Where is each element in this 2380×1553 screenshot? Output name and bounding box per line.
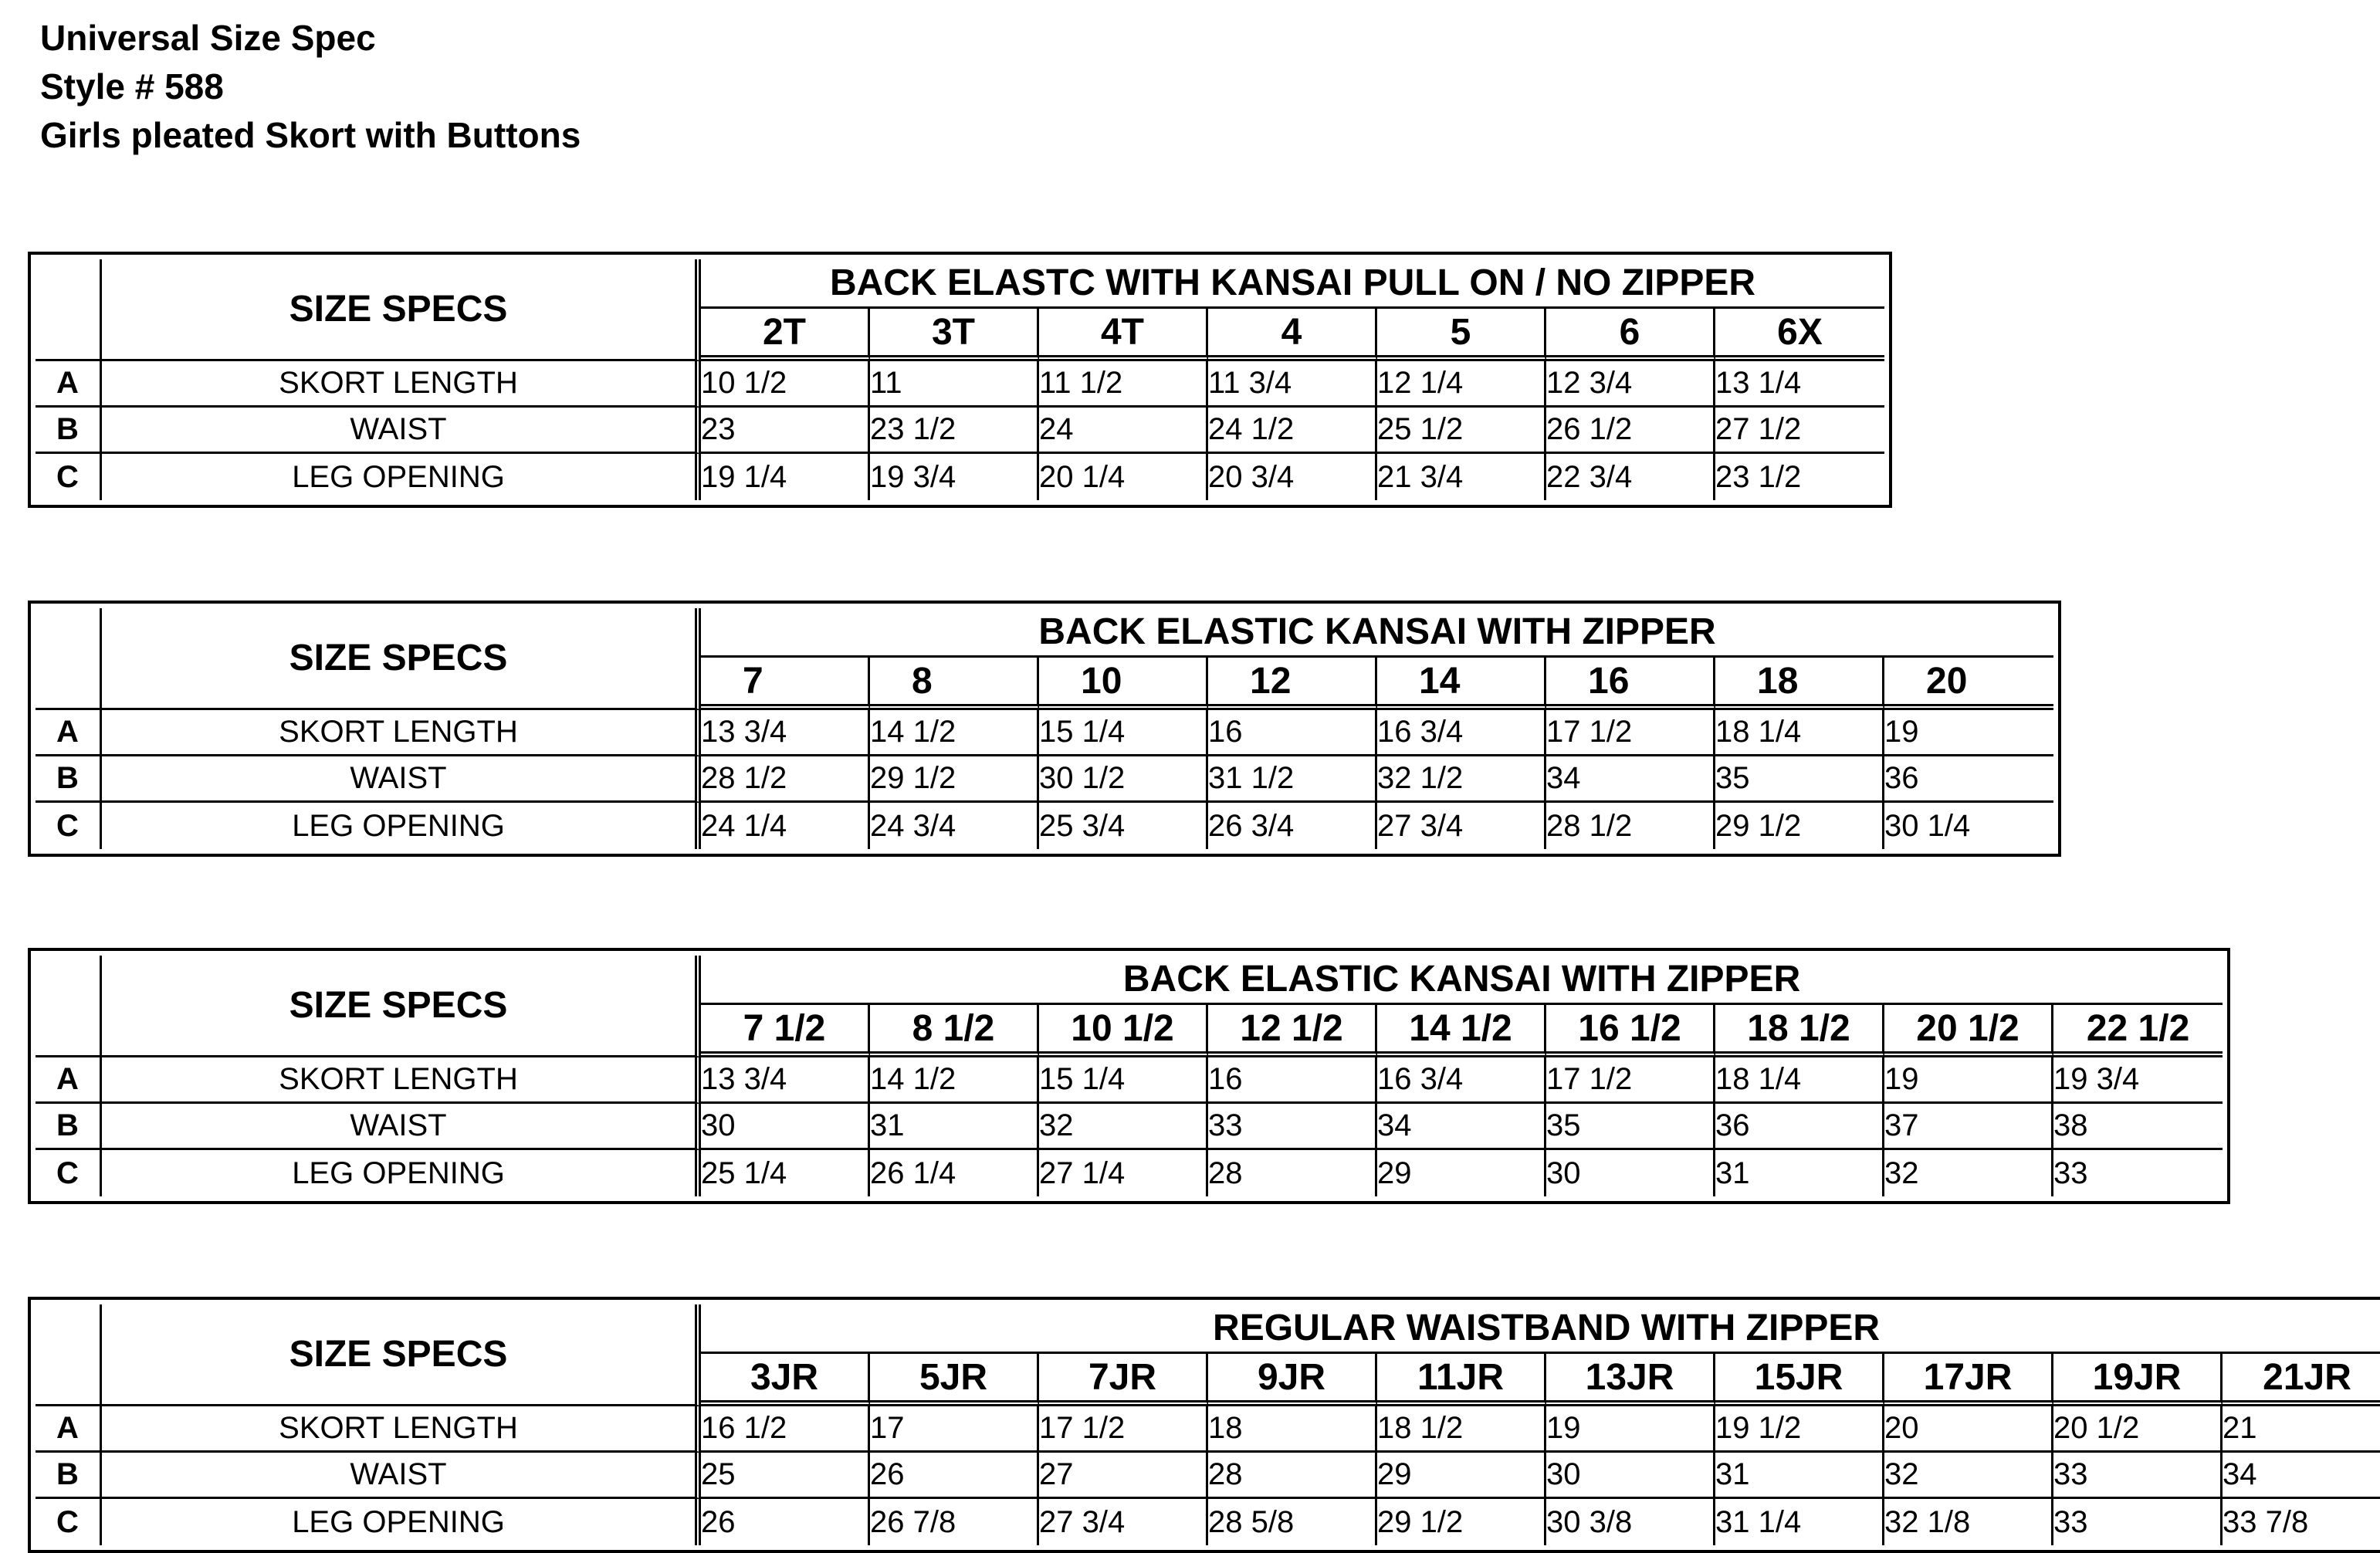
measure-name: SKORT LENGTH — [102, 710, 701, 756]
size-header: 16 — [1546, 658, 1715, 710]
measure-name: SKORT LENGTH — [102, 361, 701, 408]
measure-value: 38 — [2053, 1104, 2223, 1150]
size-header: 6 — [1546, 309, 1715, 361]
measure-value: 32 1/2 — [1377, 756, 1546, 803]
measure-value: 26 — [870, 1453, 1039, 1499]
measure-value: 31 — [1715, 1150, 1884, 1196]
size-header: 13JR — [1546, 1354, 1715, 1406]
measure-value: 17 1/2 — [1546, 1057, 1715, 1104]
measure-name: LEG OPENING — [102, 454, 701, 500]
measure-value: 26 1/2 — [1546, 408, 1715, 454]
size-header: 8 — [870, 658, 1039, 710]
measure-value: 16 — [1208, 1057, 1377, 1104]
measure-value: 35 — [1715, 756, 1884, 803]
size-header: 4 — [1208, 309, 1377, 361]
measure-name: WAIST — [102, 408, 701, 454]
size-header: 18 1/2 — [1715, 1005, 1884, 1057]
measure-letter: B — [36, 408, 102, 454]
measure-value: 23 1/2 — [870, 408, 1039, 454]
size-header: 5 — [1377, 309, 1546, 361]
measure-value: 28 5/8 — [1208, 1499, 1377, 1545]
size-header: 19JR — [2053, 1354, 2223, 1406]
measure-value: 27 — [1039, 1453, 1208, 1499]
size-header: 16 1/2 — [1546, 1005, 1715, 1057]
measure-value: 11 3/4 — [1208, 361, 1377, 408]
measure-value: 36 — [1715, 1104, 1884, 1150]
measure-value: 30 3/8 — [1546, 1499, 1715, 1545]
measure-letter: A — [36, 1406, 102, 1453]
measure-value: 35 — [1546, 1104, 1715, 1150]
measure-value: 16 3/4 — [1377, 1057, 1546, 1104]
table-row — [36, 710, 2053, 756]
measure-value: 26 3/4 — [1208, 803, 1377, 849]
measure-letter: A — [36, 1057, 102, 1104]
table-row — [36, 803, 2053, 849]
measure-value: 29 1/2 — [1715, 803, 1884, 849]
measure-value: 15 1/4 — [1039, 710, 1208, 756]
measure-value: 26 1/4 — [870, 1150, 1039, 1196]
measure-value: 27 1/2 — [1715, 408, 1884, 454]
measure-letter: B — [36, 756, 102, 803]
measure-value: 33 7/8 — [2223, 1504, 2309, 1539]
construction-heading: BACK ELASTC WITH KANSAI PULL ON / NO ZIPPER — [701, 259, 1884, 309]
measure-value: 28 1/2 — [701, 756, 870, 803]
measure-name: LEG OPENING — [102, 803, 701, 849]
size-header: 2T — [701, 309, 870, 361]
size-header: 21JR — [2223, 1354, 2380, 1406]
table-row — [36, 1453, 2380, 1499]
measure-value: 17 1/2 — [1039, 1406, 1208, 1453]
size-header: 20 1/2 — [1884, 1005, 2053, 1057]
size-specs-heading: SIZE SPECS — [102, 608, 701, 710]
size-header: 14 — [1377, 658, 1546, 710]
size-header: 3JR — [701, 1354, 870, 1406]
measure-value: 17 1/2 — [1546, 710, 1715, 756]
measure-value: 13 1/4 — [1715, 361, 1884, 408]
measure-value: 22 3/4 — [1546, 454, 1715, 500]
size-header: 6X — [1715, 309, 1884, 361]
measure-value: 27 3/4 — [1377, 803, 1546, 849]
measure-value: 29 1/2 — [1377, 1499, 1546, 1545]
corner-cell — [36, 259, 102, 361]
measure-name: WAIST — [102, 756, 701, 803]
garment-description: Girls pleated Skort with Buttons — [40, 115, 581, 155]
measure-letter: B — [36, 1453, 102, 1499]
table-row — [36, 1499, 2380, 1545]
measure-value: 32 — [1884, 1150, 2053, 1196]
measure-value: 30 — [1546, 1150, 1715, 1196]
measure-value: 18 1/4 — [1715, 710, 1884, 756]
measure-value: 16 — [1208, 710, 1377, 756]
document-title: Universal Size Spec — [40, 18, 376, 58]
measure-value: 26 7/8 — [870, 1499, 1039, 1545]
spec-grid — [36, 1304, 2380, 1545]
measure-letter: A — [36, 361, 102, 408]
measure-value: 27 1/4 — [1039, 1150, 1208, 1196]
measure-value: 31 1/4 — [1715, 1499, 1884, 1545]
measure-name: LEG OPENING — [102, 1499, 701, 1545]
measure-value: 30 1/2 — [1039, 756, 1208, 803]
measure-value: 28 — [1208, 1453, 1377, 1499]
size-specs-heading: SIZE SPECS — [102, 259, 701, 361]
measure-value: 25 1/4 — [701, 1150, 870, 1196]
measure-name: SKORT LENGTH — [102, 1057, 701, 1104]
size-header: 10 — [1039, 658, 1208, 710]
size-header: 20 — [1884, 658, 2053, 710]
measure-value: 20 1/2 — [2053, 1406, 2223, 1453]
measure-value: 17 — [870, 1406, 1039, 1453]
measure-value: 28 1/2 — [1546, 803, 1715, 849]
measure-value: 31 1/2 — [1208, 756, 1377, 803]
measure-value: 33 — [2053, 1499, 2223, 1545]
document-header — [40, 14, 581, 160]
corner-cell — [36, 956, 102, 1057]
measure-value: 18 — [1208, 1406, 1377, 1453]
measure-value: 20 3/4 — [1208, 454, 1377, 500]
spec-grid — [36, 608, 2053, 849]
measure-value: 20 1/4 — [1039, 454, 1208, 500]
size-header: 11JR — [1377, 1354, 1546, 1406]
measure-name: SKORT LENGTH — [102, 1406, 701, 1453]
measure-value: 12 1/4 — [1377, 361, 1546, 408]
spec-grid — [36, 259, 1884, 500]
measure-value: 19 — [1884, 710, 2053, 756]
table-row — [36, 454, 1884, 500]
measure-letter: C — [36, 1499, 102, 1545]
construction-heading: REGULAR WAISTBAND WITH ZIPPER — [701, 1304, 2380, 1354]
measure-letter: C — [36, 454, 102, 500]
measure-value: 32 1/8 — [1884, 1499, 2053, 1545]
measure-value: 18 1/2 — [1377, 1406, 1546, 1453]
corner-cell — [36, 608, 102, 710]
measure-value: 31 — [870, 1104, 1039, 1150]
measure-value: 16 3/4 — [1377, 710, 1546, 756]
measure-value: 32 — [1039, 1104, 1208, 1150]
measure-value: 24 1/2 — [1208, 408, 1377, 454]
size-header: 15JR — [1715, 1354, 1884, 1406]
measure-value: 31 — [1715, 1453, 1884, 1499]
size-header: 10 1/2 — [1039, 1005, 1208, 1057]
measure-name: WAIST — [102, 1453, 701, 1499]
measure-value: 19 3/4 — [870, 454, 1039, 500]
table-row — [36, 408, 1884, 454]
measure-value: 30 1/4 — [1884, 808, 1971, 843]
size-header: 12 1/2 — [1208, 1005, 1377, 1057]
size-spec-table-3 — [28, 948, 2230, 1204]
measure-value: 34 — [1546, 756, 1715, 803]
measure-letter: C — [36, 803, 102, 849]
measure-value: 23 1/2 — [1715, 459, 1802, 494]
size-header: 14 1/2 — [1377, 1005, 1546, 1057]
size-specs-heading: SIZE SPECS — [102, 956, 701, 1057]
size-header: 8 1/2 — [870, 1005, 1039, 1057]
measure-value: 24 1/4 — [701, 803, 870, 849]
size-header: 18 — [1715, 658, 1884, 710]
measure-letter: B — [36, 1104, 102, 1150]
table-row — [36, 1406, 2380, 1453]
measure-value: 24 3/4 — [870, 803, 1039, 849]
size-spec-table-1 — [28, 252, 1892, 508]
measure-value: 25 3/4 — [1039, 803, 1208, 849]
measure-value: 13 3/4 — [701, 710, 870, 756]
measure-value: 19 1/2 — [1715, 1406, 1884, 1453]
size-header: 4T — [1039, 309, 1208, 361]
corner-cell — [36, 1304, 102, 1406]
measure-value: 28 — [1208, 1150, 1377, 1196]
measure-value: 33 — [2053, 1453, 2223, 1499]
style-number: Style # 588 — [40, 66, 224, 107]
table-row — [36, 756, 2053, 803]
measure-value: 14 1/2 — [870, 1057, 1039, 1104]
table-row — [36, 1057, 2223, 1104]
measure-value: 16 1/2 — [701, 1406, 870, 1453]
measure-value: 25 1/2 — [1377, 408, 1546, 454]
measure-value: 26 — [701, 1499, 870, 1545]
table-row — [36, 361, 1884, 408]
measure-value: 15 1/4 — [1039, 1057, 1208, 1104]
measure-name: WAIST — [102, 1104, 701, 1150]
measure-value: 37 — [1884, 1104, 2053, 1150]
measure-value: 19 — [1884, 1057, 2053, 1104]
size-header: 7 1/2 — [701, 1005, 870, 1057]
size-header: 17JR — [1884, 1354, 2053, 1406]
measure-value: 36 — [1884, 756, 2053, 803]
measure-value: 34 — [2223, 1453, 2380, 1499]
measure-value: 14 1/2 — [870, 710, 1039, 756]
measure-value: 29 — [1377, 1453, 1546, 1499]
measure-name: LEG OPENING — [102, 1150, 701, 1196]
size-header: 22 1/2 — [2053, 1005, 2223, 1057]
measure-value: 33 — [2053, 1155, 2088, 1190]
measure-value: 11 1/2 — [1039, 361, 1208, 408]
measure-value: 12 3/4 — [1546, 361, 1715, 408]
size-spec-table-4 — [28, 1297, 2380, 1553]
measure-letter: C — [36, 1150, 102, 1196]
size-specs-heading: SIZE SPECS — [102, 1304, 701, 1406]
size-header: 3T — [870, 309, 1039, 361]
table-row — [36, 1104, 2223, 1150]
spec-grid — [36, 956, 2223, 1196]
measure-value: 10 1/2 — [701, 361, 870, 408]
measure-value: 29 — [1377, 1150, 1546, 1196]
size-header: 5JR — [870, 1354, 1039, 1406]
table-row — [36, 1150, 2223, 1196]
measure-value: 19 1/4 — [701, 454, 870, 500]
measure-value: 23 — [701, 408, 870, 454]
measure-value: 24 — [1039, 408, 1208, 454]
construction-heading: BACK ELASTIC KANSAI WITH ZIPPER — [701, 956, 2223, 1005]
measure-letter: A — [36, 710, 102, 756]
measure-value: 21 3/4 — [1377, 454, 1546, 500]
measure-value: 30 — [701, 1104, 870, 1150]
measure-value: 19 — [1546, 1406, 1715, 1453]
measure-value: 18 1/4 — [1715, 1057, 1884, 1104]
measure-value: 32 — [1884, 1453, 2053, 1499]
size-header: 12 — [1208, 658, 1377, 710]
measure-value: 34 — [1377, 1104, 1546, 1150]
size-header: 9JR — [1208, 1354, 1377, 1406]
measure-value: 27 3/4 — [1039, 1499, 1208, 1545]
measure-value: 19 3/4 — [2053, 1057, 2223, 1104]
measure-value: 20 — [1884, 1406, 2053, 1453]
measure-value: 33 — [1208, 1104, 1377, 1150]
measure-value: 21 — [2223, 1406, 2380, 1453]
size-header: 7 — [701, 658, 870, 710]
measure-value: 25 — [701, 1453, 870, 1499]
size-spec-table-2 — [28, 601, 2061, 857]
measure-value: 30 — [1546, 1453, 1715, 1499]
construction-heading: BACK ELASTIC KANSAI WITH ZIPPER — [701, 608, 2053, 658]
measure-value: 13 3/4 — [701, 1057, 870, 1104]
measure-value: 11 — [870, 361, 1039, 408]
size-header: 7JR — [1039, 1354, 1208, 1406]
measure-value: 29 1/2 — [870, 756, 1039, 803]
